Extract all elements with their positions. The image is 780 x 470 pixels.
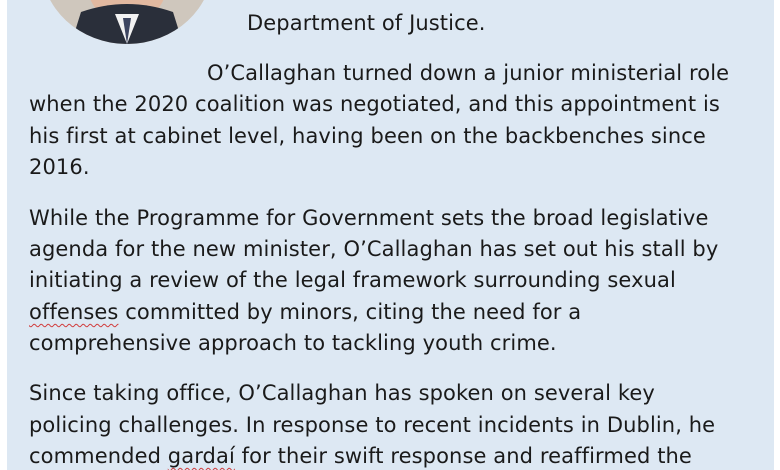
portrait-photo xyxy=(41,0,213,44)
text-line: comprehensive approach to tackling youth crime. xyxy=(29,331,557,355)
text-line: Since taking office, O’Callaghan has spoken on several key xyxy=(29,381,655,405)
text-span: for their swift response and reaffirmed the xyxy=(234,444,692,468)
text-line xyxy=(29,297,581,327)
text-line xyxy=(29,441,692,470)
article-panel xyxy=(7,0,774,470)
text-span: commended xyxy=(29,444,168,468)
text-span: committed by minors, citing the need for a xyxy=(118,300,582,324)
text-line: when the 2020 coalition was negotiated, and this appointment is xyxy=(29,92,720,116)
portrait-icon xyxy=(41,0,213,44)
text-line: Department of Justice. xyxy=(247,11,486,35)
text-line: his first at cabinet level, having been on the backbenches since xyxy=(29,124,706,148)
text-line: policing challenges. In response to recent incidents in Dublin, he xyxy=(29,413,716,437)
spellcheck-flagged-word[interactable]: gardaí xyxy=(167,444,235,468)
text-line: 2016. xyxy=(29,155,90,179)
text-line: While the Programme for Government sets the broad legislative xyxy=(29,206,709,230)
text-line: agenda for the new minister, O’Callaghan has set out his stall by xyxy=(29,237,719,261)
text-line: O’Callaghan turned down a junior ministerial role xyxy=(207,61,730,85)
text-line: initiating a review of the legal framework surrounding sexual xyxy=(29,268,676,292)
spellcheck-flagged-word[interactable]: offenses xyxy=(29,300,119,324)
